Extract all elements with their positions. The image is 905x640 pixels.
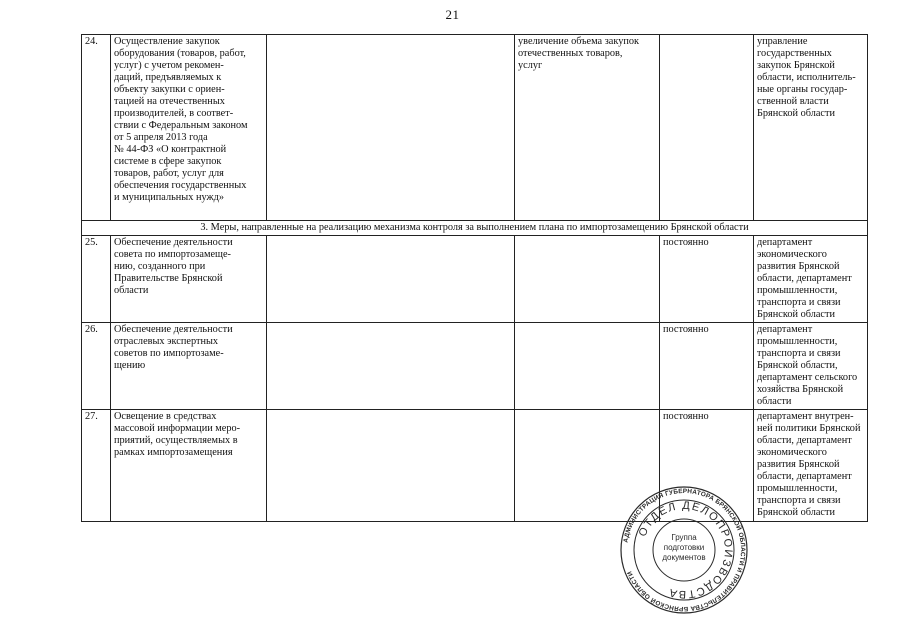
result-cell: увеличение объема закупок отечественных товаров, услуг bbox=[515, 35, 660, 221]
row-number: 24. bbox=[82, 35, 111, 221]
stamp-outer-text: АДМИНИСТРАЦИЯ ГУБЕРНАТОРА БРЯНСКОЙ ОБЛАСТИ И ПРАВИТЕЛЬСТВА БРЯНСКОЙ ОБЛАСТИ bbox=[622, 487, 747, 613]
section-title: 3. Меры, направленные на реализацию механизма контроля за выполнением плана по импортозамещению Брянской области bbox=[82, 221, 868, 236]
measure-cell: Обеспечение деятельности совета по импортозамеще- нию, созданного при Правительстве Брянской области bbox=[111, 236, 267, 323]
stamp-ring-text: ОТДЕЛ ДЕЛОПРОИЗВОДСТВА bbox=[636, 499, 735, 601]
result-cell bbox=[515, 236, 660, 323]
responsible-cell: департамент промышленности, транспорта и связи Брянской области, департамент сельского хозяйства Брянской области bbox=[754, 323, 868, 410]
official-stamp bbox=[619, 485, 749, 615]
table-row bbox=[82, 236, 868, 323]
measure-cell: Осуществление закупок оборудования (товаров, работ, услуг) с учетом рекомен- даций, предъявляемых к объекту закупки с ориен- тацией на отечественных производителей, в соответ- ствии с Федеральным законом от 5 апреля 2013 года № 44-ФЗ «О контрактной системе в сфере закупок товаров, работ, услуг для обеспечения государственных и муниципальных нужд» bbox=[111, 35, 267, 221]
stamp-center-text: Группа подготовки документов bbox=[662, 533, 706, 562]
table-row bbox=[82, 323, 868, 410]
page-number: 21 bbox=[445, 7, 460, 22]
measures-table bbox=[81, 34, 868, 522]
result-cell bbox=[515, 323, 660, 410]
measure-cell: Обеспечение деятельности отраслевых экспертных советов по импортозаме- щению bbox=[111, 323, 267, 410]
empty-cell bbox=[267, 410, 515, 522]
row-number: 26. bbox=[82, 323, 111, 410]
empty-cell bbox=[267, 323, 515, 410]
responsible-cell: управление государственных закупок Брянской области, исполнитель- ные органы государ- ственной власти Брянской области bbox=[754, 35, 868, 221]
row-number: 27. bbox=[82, 410, 111, 522]
empty-cell bbox=[267, 236, 515, 323]
responsible-cell: департамент внутрен- ней политики Брянской области, департамент экономического развития Брянской области, департамент промышленности, транспорта и связи Брянской области bbox=[754, 410, 868, 522]
table-row bbox=[82, 35, 868, 221]
term-cell: постоянно bbox=[660, 323, 754, 410]
responsible-cell: департамент экономического развития Брянской области, департамент промышленности, транспорта и связи Брянской области bbox=[754, 236, 868, 323]
section-header-row bbox=[82, 221, 868, 236]
term-cell bbox=[660, 35, 754, 221]
term-cell: постоянно bbox=[660, 236, 754, 323]
term-cell: постоянно bbox=[660, 410, 754, 522]
table-row bbox=[82, 410, 868, 522]
empty-cell bbox=[267, 35, 515, 221]
measure-cell: Освещение в средствах массовой информации меро- приятий, осуществляемых в рамках импортозамещения bbox=[111, 410, 267, 522]
row-number: 25. bbox=[82, 236, 111, 323]
